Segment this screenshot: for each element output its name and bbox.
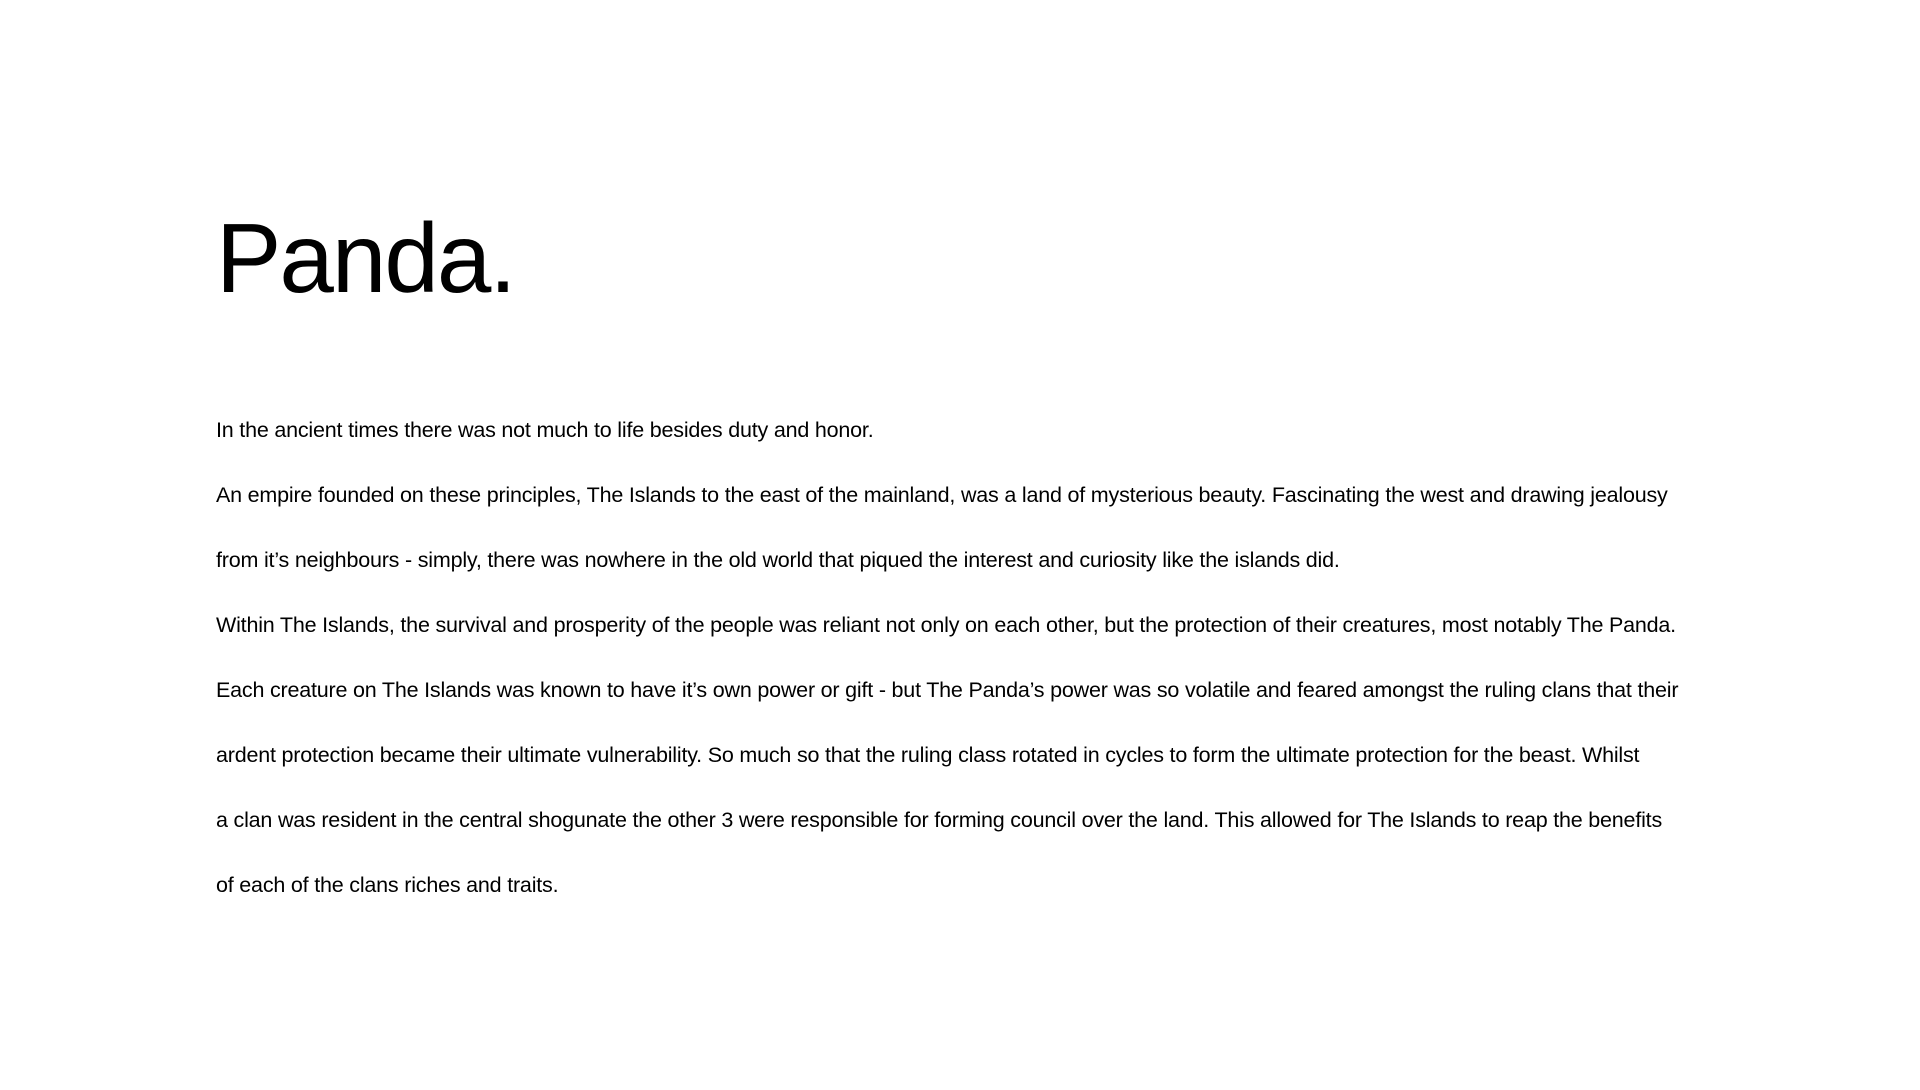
story-line-2: An empire founded on these principles, The Islands to the east of the mainland, was a land of mysterious beauty. Fascinating the west and drawing jealousy (216, 483, 1668, 507)
story-body (216, 398, 1736, 918)
story-line-5: Each creature on The Islands was known to have it’s own power or gift - but The Panda’s power was so volatile and feared amongst the ruling clans that their (216, 678, 1679, 702)
story-line-7: a clan was resident in the central shogunate the other 3 were responsible for forming council over the land. This allowed for The Islands to reap the benefits (216, 808, 1662, 832)
document-page (216, 200, 1736, 918)
story-line-8: of each of the clans riches and traits. (216, 873, 559, 897)
story-line-6: ardent protection became their ultimate vulnerability. So much so that the ruling class rotated in cycles to form the ultimate protection for the beast. Whilst (216, 743, 1640, 767)
page-title: Panda. (216, 203, 515, 313)
story-line-1: In the ancient times there was not much to life besides duty and honor. (216, 418, 874, 442)
story-line-3: from it’s neighbours - simply, there was nowhere in the old world that piqued the interest and curiosity like the islands did. (216, 548, 1340, 572)
story-line-4: Within The Islands, the survival and prosperity of the people was reliant not only on each other, but the protection of their creatures, most notably The Panda. (216, 613, 1676, 637)
